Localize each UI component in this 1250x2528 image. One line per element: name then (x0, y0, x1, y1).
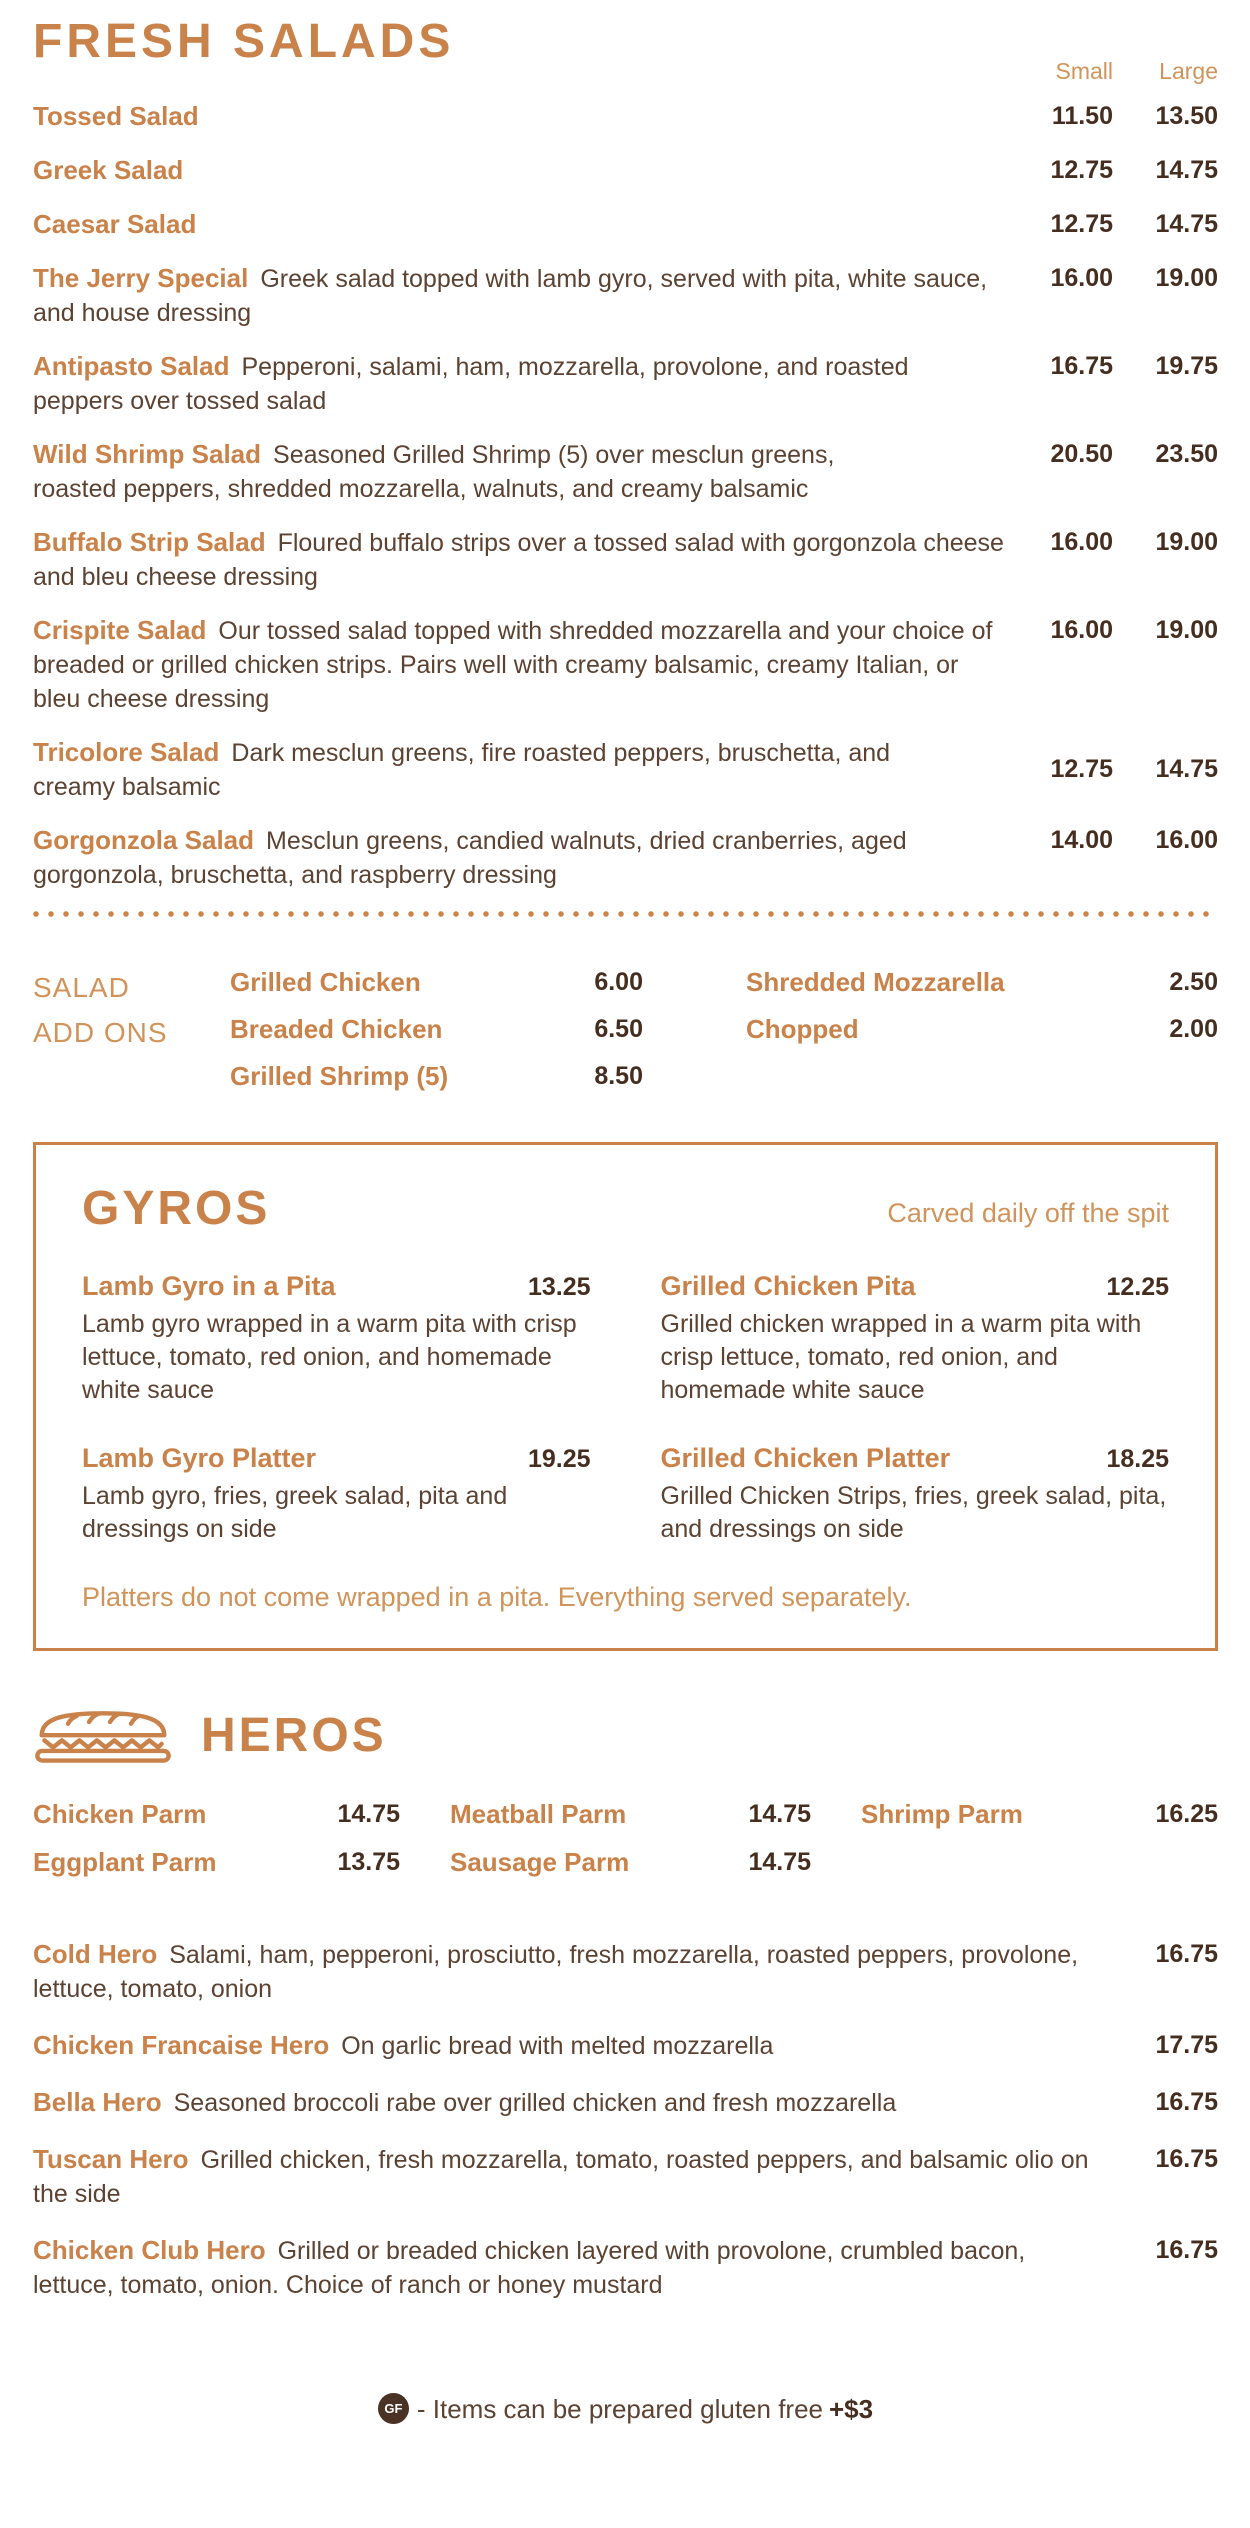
gyros-note: Platters do not come wrapped in a pita. Everything served separately. (82, 1581, 912, 1612)
item-price-small: 16.00 (1050, 263, 1113, 292)
menu-item-row (33, 153, 1218, 188)
menu-item-row (33, 735, 1218, 804)
item-description: Grilled or breaded chicken layered with provolone, crumbled bacon, lettuce, tomato, onion. Choice of ranch or honey mustard (33, 2236, 1026, 2299)
item-price-small: 12.75 (1050, 209, 1113, 238)
item-price-small: 11.50 (1051, 101, 1113, 130)
menu-item-row (33, 1937, 1218, 2006)
menu-item-row (33, 2233, 1218, 2302)
item-description: Grilled chicken, fresh mozzarella, tomato, roasted peppers, and balsamic olio on the side (33, 2145, 1089, 2208)
addon-name: Grilled Shrimp (5) (230, 1060, 449, 1091)
item-price-large: 16.00 (1155, 825, 1218, 854)
addon-row (746, 1012, 1218, 1046)
gluten-free-footnote (33, 2394, 1218, 2427)
item-description: Salami, ham, pepperoni, prosciutto, fresh mozzarella, roasted peppers, provolone, lettuce, tomato, onion (33, 1940, 1079, 2003)
salads-section-title: FRESH SALADS (33, 15, 455, 68)
item-description: On garlic bread with melted mozzarella (341, 2031, 774, 2060)
parm-items-grid (33, 1797, 1218, 1879)
item-name: Eggplant Parm (33, 1846, 217, 1877)
heros-section-title: HEROS (201, 1708, 387, 1762)
gyro-item (82, 1271, 591, 1407)
addon-price: 6.00 (594, 967, 643, 996)
item-description: Grilled chicken wrapped in a warm pita with crisp lettuce, tomato, red onion, and homemade white sauce (660, 1309, 1142, 1404)
addon-row (230, 1012, 643, 1046)
item-name: Chicken Parm (33, 1798, 207, 1829)
item-price: 18.25 (1106, 1444, 1169, 1473)
gyros-items-grid (82, 1271, 1169, 1546)
item-description: Lamb gyro, fries, greek salad, pita and dressings on side (82, 1481, 508, 1543)
item-price: 12.25 (1106, 1272, 1169, 1301)
item-name: Cold Hero (33, 1938, 158, 1969)
item-name: Lamb Gyro in a Pita (82, 1270, 336, 1301)
item-price-small: 20.50 (1050, 439, 1113, 468)
item-name: Chicken Club Hero (33, 2234, 266, 2265)
size-column-headers (1028, 58, 1218, 85)
addon-price: 2.50 (1169, 967, 1218, 996)
addon-name: Chopped (746, 1013, 859, 1044)
item-name: Grilled Chicken Platter (660, 1442, 951, 1473)
menu-item-row (33, 207, 1218, 242)
addon-price: 8.50 (594, 1061, 643, 1090)
menu-item-row (33, 2085, 1218, 2120)
item-description: Seasoned Grilled Shrimp (5) over mesclun greens, roasted peppers, shredded mozzarella, walnuts, and creamy balsamic (33, 440, 835, 503)
item-price-small: 12.75 (1050, 755, 1113, 784)
item-price-large: 19.75 (1155, 351, 1218, 380)
item-price: 16.75 (1155, 2144, 1218, 2173)
item-description: Mesclun greens, candied walnuts, dried cranberries, aged gorgonzola, bruschetta, and raspberry dressing (33, 826, 907, 889)
item-name: Antipasto Salad (33, 350, 230, 381)
parm-item (861, 1797, 1218, 1831)
item-price-large: 13.50 (1155, 101, 1218, 130)
item-name: Chicken Francaise Hero (33, 2029, 330, 2060)
item-name: Shrimp Parm (861, 1798, 1023, 1829)
gluten-free-icon: GF (378, 2393, 409, 2424)
item-price-small: 16.00 (1050, 615, 1113, 644)
addon-price: 2.00 (1169, 1014, 1218, 1043)
item-name: Sausage Parm (450, 1846, 630, 1877)
gyros-section-title: GYROS (82, 1181, 271, 1235)
item-name: Grilled Chicken Pita (660, 1270, 916, 1301)
menu-item-row (33, 2028, 1218, 2063)
hero-sandwich-icon (33, 1709, 173, 1763)
size-header-large: Large (1159, 57, 1218, 84)
item-description: Grilled Chicken Strips, fries, greek salad, pita, and dressings on side (660, 1481, 1167, 1543)
gyros-tagline: Carved daily off the spit (887, 1197, 1169, 1228)
addon-price: 6.50 (594, 1014, 643, 1043)
addon-name: Grilled Chicken (230, 966, 421, 997)
item-price-large: 14.75 (1155, 755, 1218, 784)
menu-item-row (33, 349, 1218, 418)
item-price-small: 16.00 (1050, 527, 1113, 556)
gyro-item (661, 1443, 1170, 1546)
addon-name: Breaded Chicken (230, 1013, 443, 1044)
item-price: 16.75 (1155, 2087, 1218, 2116)
salads-list (33, 99, 1218, 892)
item-price: 17.75 (1155, 2030, 1218, 2059)
dotted-divider (33, 911, 1218, 917)
item-name: Tuscan Hero (33, 2143, 189, 2174)
parm-item (33, 1797, 400, 1831)
item-price: 16.25 (1155, 1799, 1218, 1828)
item-price: 14.75 (748, 1847, 811, 1876)
gyros-section (33, 1142, 1218, 1651)
gyro-item (661, 1271, 1170, 1407)
addons-column-1 (230, 965, 643, 1106)
size-header-small: Small (1055, 57, 1113, 84)
item-name: Tossed Salad (33, 100, 199, 131)
item-description: Lamb gyro wrapped in a warm pita with crisp lettuce, tomato, red onion, and homemade white sauce (82, 1309, 577, 1404)
parm-item (33, 1845, 400, 1879)
item-name: Lamb Gyro Platter (82, 1442, 317, 1473)
menu-item-row (33, 613, 1218, 716)
item-name: Gorgonzola Salad (33, 824, 255, 855)
addon-row (230, 1059, 643, 1093)
salad-addons-label: SALAD ADD ONS (33, 971, 168, 1048)
item-price: 14.75 (748, 1799, 811, 1828)
item-description: Floured buffalo strips over a tossed salad with gorgonzola cheese and bleu cheese dressing (33, 528, 1004, 591)
item-price-small: 12.75 (1050, 155, 1113, 184)
item-price-large: 19.00 (1155, 263, 1218, 292)
item-price-large: 23.50 (1155, 439, 1218, 468)
item-price: 13.25 (527, 1272, 591, 1301)
menu-item-row (33, 261, 1218, 330)
item-name: Wild Shrimp Salad (33, 438, 262, 469)
menu-item-row (33, 99, 1218, 134)
gyro-item (82, 1443, 591, 1546)
heros-header (33, 1709, 1218, 1763)
item-price: 19.25 (527, 1444, 591, 1473)
item-description: Pepperoni, salami, ham, mozzarella, provolone, and roasted peppers over tossed salad (33, 352, 909, 415)
parm-item (450, 1845, 811, 1879)
item-price-large: 14.75 (1155, 155, 1218, 184)
item-name: Bella Hero (33, 2086, 162, 2117)
addon-row (746, 965, 1218, 999)
addon-row (230, 965, 643, 999)
item-price-large: 19.00 (1155, 527, 1218, 556)
item-description: Dark mesclun greens, fire roasted peppers, bruschetta, and creamy balsamic (33, 738, 891, 801)
item-name: Buffalo Strip Salad (33, 526, 266, 557)
menu-item-row (33, 437, 1218, 506)
item-name: Tricolore Salad (33, 736, 220, 767)
item-name: Meatball Parm (450, 1798, 627, 1829)
item-price: 13.75 (337, 1847, 400, 1876)
item-price-large: 14.75 (1155, 209, 1218, 238)
menu-item-row (33, 525, 1218, 594)
item-name: Greek Salad (33, 154, 184, 185)
menu-item-row (33, 823, 1218, 892)
item-name: Crispite Salad (33, 614, 207, 645)
item-price-small: 14.00 (1050, 825, 1113, 854)
salad-addons-section (33, 965, 1218, 1106)
hero-items-list (33, 1937, 1218, 2302)
item-name: The Jerry Special (33, 262, 249, 293)
item-name: Caesar Salad (33, 208, 197, 239)
item-description: Our tossed salad topped with shredded mozzarella and your choice of breaded or grilled chicken strips. Pairs well with creamy balsamic, creamy Italian, or bleu cheese dressing (33, 616, 993, 713)
item-price-large: 19.00 (1155, 615, 1218, 644)
item-price: 14.75 (337, 1799, 400, 1828)
menu-item-row (33, 2142, 1218, 2211)
parm-item (450, 1797, 811, 1831)
item-price: 16.75 (1155, 2235, 1218, 2264)
addons-column-2 (746, 965, 1218, 1106)
addon-name: Shredded Mozzarella (746, 966, 1005, 997)
item-price: 16.75 (1155, 1939, 1218, 1968)
item-price-small: 16.75 (1050, 351, 1113, 380)
footnote-text: - Items can be prepared gluten free (416, 2393, 823, 2424)
salads-header (33, 15, 1218, 84)
item-description: Seasoned broccoli rabe over grilled chicken and fresh mozzarella (173, 2088, 897, 2117)
footnote-surcharge: +$3 (829, 2393, 874, 2424)
item-description: Greek salad topped with lamb gyro, served with pita, white sauce, and house dressing (33, 264, 988, 327)
